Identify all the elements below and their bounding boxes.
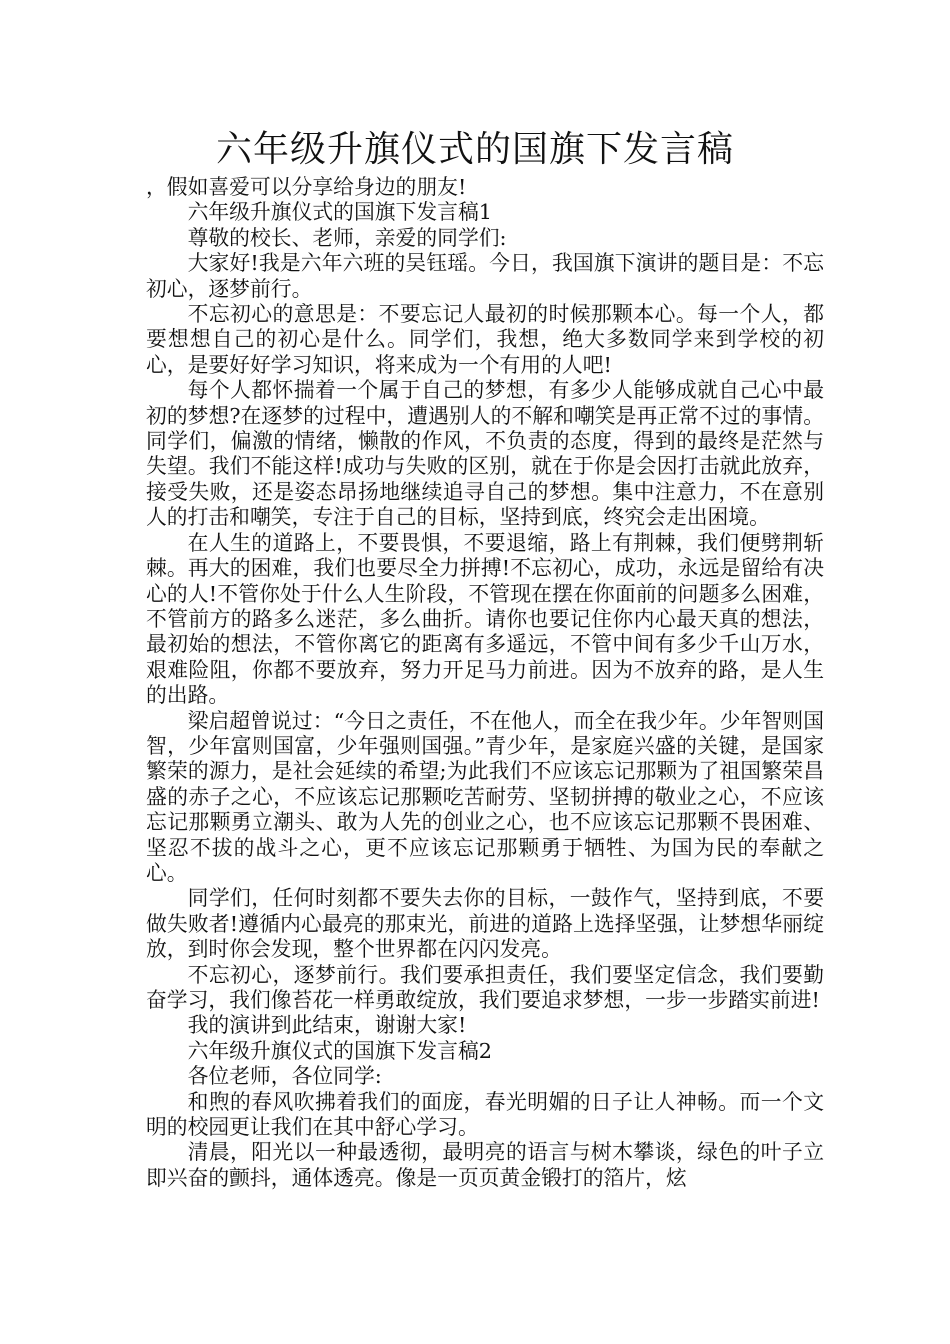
paragraph: 每个人都怀揣着一个属于自己的梦想，有多少人能够成就自己心中最初的梦想?在逐梦的过程中，遭遇别人的不解和嘲笑是再正常不过的事情。同学们，偏激的情绪，懒散的作风，不负责的态度，得到的最终是茫然与失望。我们不能这样!成功与失败的区别，就在于你是会因打击就此放弃，接受失败，还是姿态昂扬地继续追寻自己的梦想。集中注意力，不在意别人的打击和嘲笑，专注于自己的目标，坚持到底，终究会走出困境。 [146, 378, 824, 530]
paragraph: 和煦的春风吹拂着我们的面庞，春光明媚的日子让人神畅。而一个文明的校园更让我们在其中舒心学习。 [146, 1089, 824, 1140]
paragraph: 不忘初心的意思是：不要忘记人最初的时候那颗本心。每一个人，都要想想自己的初心是什么。同学们，我想，绝大多数同学来到学校的初心，是要好好学习知识，将来成为一个有用的人吧! [146, 302, 824, 377]
salutation-2: 各位老师，各位同学: [187, 1064, 382, 1089]
document-body [146, 175, 824, 1191]
section-heading-2: 六年级升旗仪式的国旗下发言稿2 [187, 1038, 492, 1063]
paragraph: 同学们，任何时刻都不要失去你的目标，一鼓作气，坚持到底，不要做失败者!遵循内心最亮的那束光，前进的道路上选择坚强，让梦想华丽绽放，到时你会发现，整个世界都在闪闪发亮。 [146, 886, 824, 962]
section-heading-1: 六年级升旗仪式的国旗下发言稿1 [187, 200, 492, 225]
paragraph: 梁启超曾说过：“今日之责任，不在他人，而全在我少年。少年智则国智，少年富则国富，少年强则国强。”青少年，是家庭兴盛的关键，是国家繁荣的源力，是社会延续的希望;为此我们不应该忘记那颗为了祖国繁荣昌盛的赤子之心，不应该忘记那颗吃苦耐劳、坚韧拼搏的敬业之心，不应该忘记那颗勇立潮头、敢为人先的创业之心，也不应该忘记那颗不畏困难、坚忍不拔的战斗之心，更不应该忘记那颗勇于牺牲、为国为民的奉献之心。 [146, 708, 824, 885]
paragraph: 清晨，阳光以一种最透彻，最明亮的语言与树木攀谈，绿色的叶子立即兴奋的颤抖，通体透亮。像是一页页黄金锻打的箔片，炫 [146, 1140, 824, 1190]
intro-line: ，假如喜爱可以分享给身边的朋友! [146, 175, 467, 199]
closing-line: 我的演讲到此结束，谢谢大家! [187, 1013, 467, 1038]
salutation-1: 尊敬的校长、老师，亲爱的同学们: [187, 225, 507, 250]
paragraph: 不忘初心，逐梦前行。我们要承担责任，我们要坚定信念，我们要勤奋学习，我们像苔花一样勇敢绽放，我们要追求梦想，一步一步踏实前进! [146, 962, 824, 1012]
paragraph: 在人生的道路上，不要畏惧，不要退缩，路上有荆棘，我们便劈荆斩棘。再大的困难，我们也要尽全力拼搏!不忘初心，成功，永远是留给有决心的人!不管你处于什么人生阶段，不管现在摆在你面前的问题多么困难，不管前方的路多么迷茫，多么曲折。请你也要记住你内心最天真的想法，最初始的想法，不管你离它的距离有多遥远，不管中间有多少千山万水，艰难险阻，你都不要放弃，努力开足马力前进。因为不放弃的路，是人生的出路。 [146, 530, 824, 708]
paragraph: 大家好!我是六年六班的吴钰瑶。今日，我国旗下演讲的题目是：不忘初心，逐梦前行。 [146, 251, 824, 301]
document-title: 六年级升旗仪式的国旗下发言稿 [215, 129, 734, 170]
